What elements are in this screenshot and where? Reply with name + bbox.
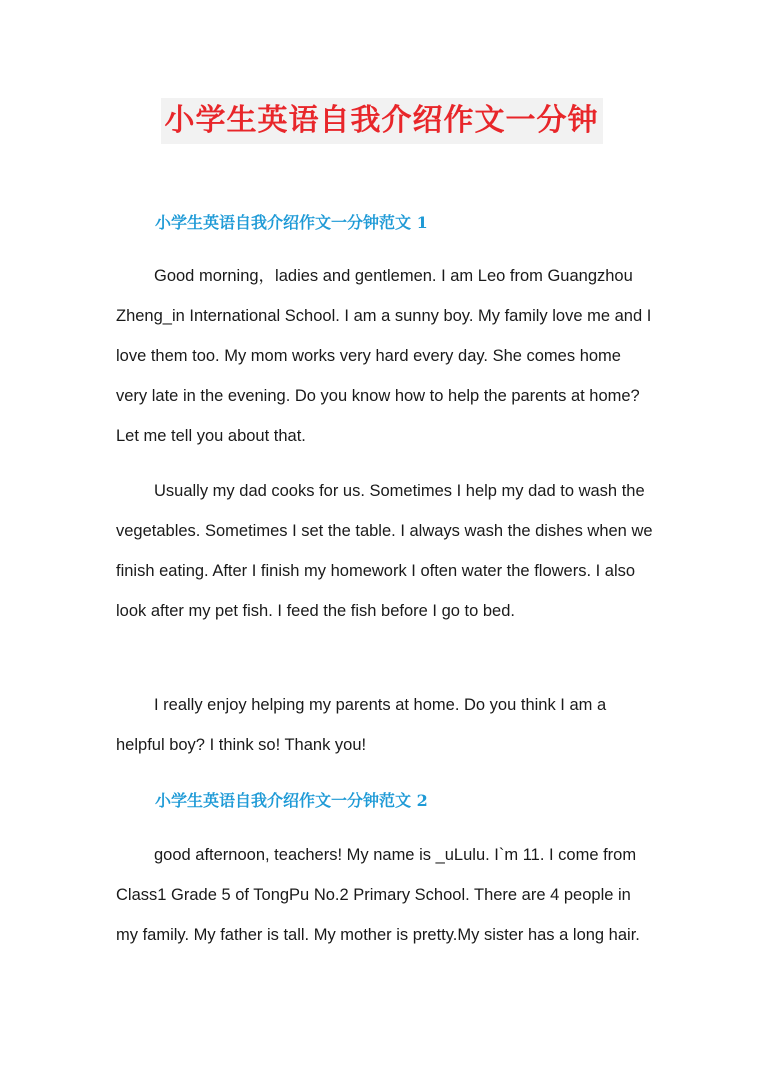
- paragraph: I really enjoy helping my parents at home. Do you think I am a helpful boy? I think so! Thank you!: [116, 696, 607, 754]
- section-heading-1: 小学生英语自我介绍作文一分钟范文 1: [155, 213, 428, 232]
- title-block: [0, 98, 763, 144]
- section-heading-2: 小学生英语自我介绍作文一分钟范文 2: [155, 791, 428, 810]
- paragraph: Good morning，ladies and gentlemen. I am Leo from Guangzhou Zheng_in International School. I am a sunny boy. My family love me and I love them too. My mom works very hard every day. She comes home very late in the evening. Do you know how to help the parents at home? Let me tell you about that.: [116, 267, 652, 445]
- paragraph: good afternoon, teachers! My name is _uLulu. I`m 11. I come from Class1 Grade 5 of TongPu No.2 Primary School. There are 4 people in my family. My father is tall. My mother is pretty.My sister has a long hair.: [116, 846, 640, 944]
- paragraph: Usually my dad cooks for us. Sometimes I help my dad to wash the vegetables. Sometimes I set the table. I always wash the dishes when we finish eating. After I finish my homework I often water the flowers. I also look after my pet fish. I feed the fish before I go to bed.: [116, 482, 653, 620]
- document-title: 小学生英语自我介绍作文一分钟: [161, 98, 603, 144]
